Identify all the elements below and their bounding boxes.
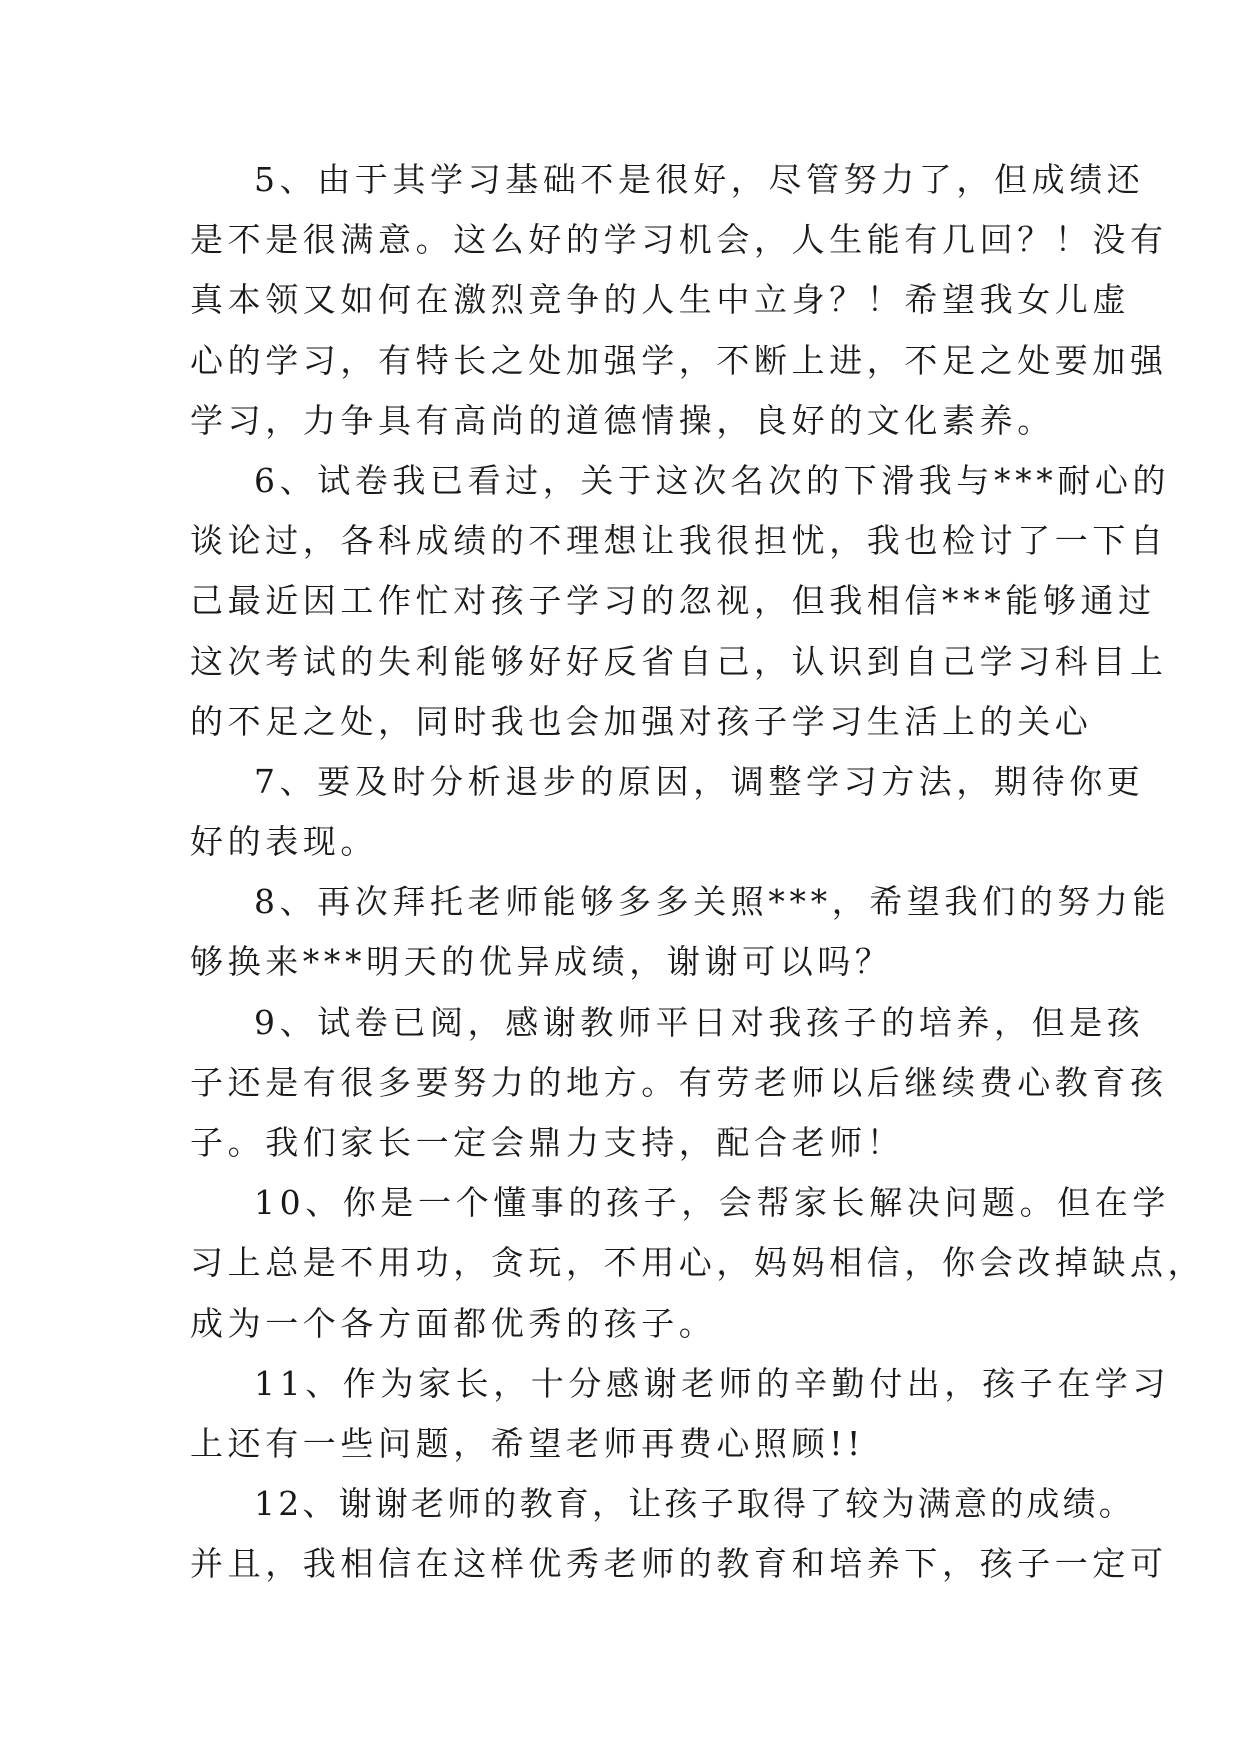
paragraph-line: 好的表现。 bbox=[190, 822, 378, 862]
paragraph-line: 成为一个各方面都优秀的孩子。 bbox=[190, 1303, 717, 1343]
paragraph-line: 10、你是一个懂事的孩子，会帮家长解决问题。但在学 bbox=[254, 1183, 1170, 1223]
paragraph-line: 11、作为家长，十分感谢老师的辛勤付出，孩子在学习 bbox=[254, 1363, 1170, 1403]
document-body bbox=[190, 150, 1206, 1595]
paragraph-11 bbox=[190, 1354, 1170, 1474]
paragraph-line: 够换来***明天的优异成绩，谢谢可以吗？ bbox=[190, 942, 893, 982]
paragraph-line: 这次考试的失利能够好好反省自己，认识到自己学习科目上 bbox=[190, 641, 1168, 681]
paragraph-6 bbox=[190, 451, 1171, 752]
paragraph-line: 子。我们家长一定会鼎力支持，配合老师！ bbox=[190, 1123, 905, 1162]
paragraph-line: 上还有一些问题，希望老师再费心照顾!! bbox=[190, 1423, 865, 1463]
paragraph-line: 学习，力争具有高尚的道德情操，良好的文化素养。 bbox=[190, 400, 1055, 440]
paragraph-line: 己最近因工作忙对孩子学习的忽视，但我相信***能够通过 bbox=[190, 581, 1156, 621]
paragraph-10 bbox=[190, 1173, 1206, 1354]
paragraph-line: 6、试卷我已看过，关于这次名次的下滑我与***耐心的 bbox=[254, 460, 1171, 500]
paragraph-7 bbox=[190, 752, 1145, 872]
paragraph-line: 是不是很满意。这么好的学习机会，人生能有几回？！没有 bbox=[190, 220, 1168, 260]
paragraph-12 bbox=[190, 1474, 1168, 1594]
paragraph-9 bbox=[190, 993, 1168, 1174]
paragraph-8 bbox=[190, 872, 1171, 992]
paragraph-line: 谈论过，各科成绩的不理想让我很担忧，我也检讨了一下自 bbox=[190, 521, 1168, 561]
paragraph-5 bbox=[190, 150, 1168, 451]
paragraph-line: 习上总是不用功，贪玩，不用心，妈妈相信，你会改掉缺点， bbox=[190, 1243, 1206, 1283]
paragraph-line: 8、再次拜托老师能够多多关照***，希望我们的努力能 bbox=[254, 882, 1171, 922]
paragraph-line: 7、要及时分析退步的原因，调整学习方法，期待你更 bbox=[254, 761, 1145, 801]
paragraph-line: 并且，我相信在这样优秀老师的教育和培养下，孩子一定可 bbox=[190, 1544, 1168, 1584]
paragraph-line: 12、谢谢老师的教育，让孩子取得了较为满意的成绩。 bbox=[254, 1484, 1135, 1524]
paragraph-line: 的不足之处，同时我也会加强对孩子学习生活上的关心 bbox=[190, 701, 1093, 741]
paragraph-line: 心的学习，有特长之处加强学，不断上进，不足之处要加强 bbox=[190, 340, 1168, 380]
paragraph-line: 真本领又如何在激烈竞争的人生中立身？！希望我女儿虚 bbox=[190, 280, 1130, 320]
paragraph-line: 5、由于其学习基础不是很好，尽管努力了，但成绩还 bbox=[254, 160, 1145, 199]
paragraph-line: 9、试卷已阅，感谢教师平日对我孩子的培养，但是孩 bbox=[254, 1002, 1145, 1042]
paragraph-line: 子还是有很多要努力的地方。有劳老师以后继续费心教育孩 bbox=[190, 1062, 1168, 1102]
